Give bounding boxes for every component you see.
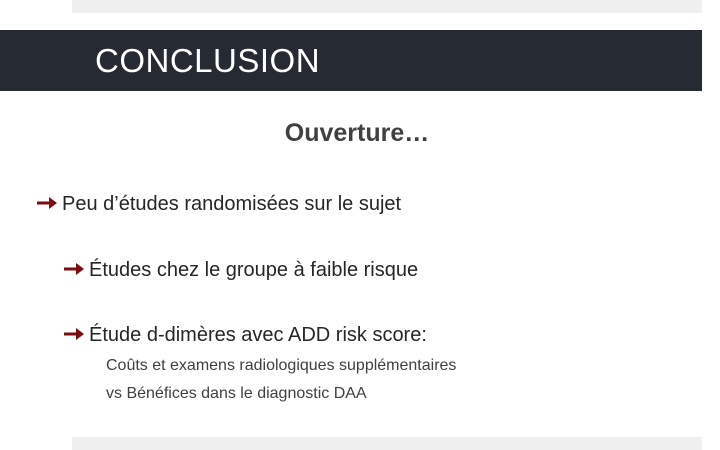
sub-bullet-line: Coûts et examens radiologiques supplémentaires — [106, 357, 457, 374]
bullet-text: Peu d’études randomisées sur le sujet — [62, 193, 402, 215]
right-arrow-icon — [63, 325, 85, 343]
slide-title: CONCLUSION — [95, 42, 321, 79]
slide-subtitle: Ouverture… — [284, 119, 430, 147]
bullet-item — [36, 191, 401, 217]
bullet-text: Études chez le groupe à faible risque — [89, 259, 419, 281]
bullet-item — [63, 322, 427, 348]
bottom-decorative-strip — [72, 437, 702, 450]
bullet-text: Étude d-dimères avec ADD risk score: — [89, 324, 427, 346]
sub-bullet-line: vs Bénéfices dans le diagnostic DAA — [106, 385, 367, 402]
top-decorative-strip — [72, 0, 702, 13]
right-arrow-icon — [63, 260, 85, 278]
bullet-item — [63, 257, 418, 283]
right-arrow-icon — [36, 194, 58, 212]
